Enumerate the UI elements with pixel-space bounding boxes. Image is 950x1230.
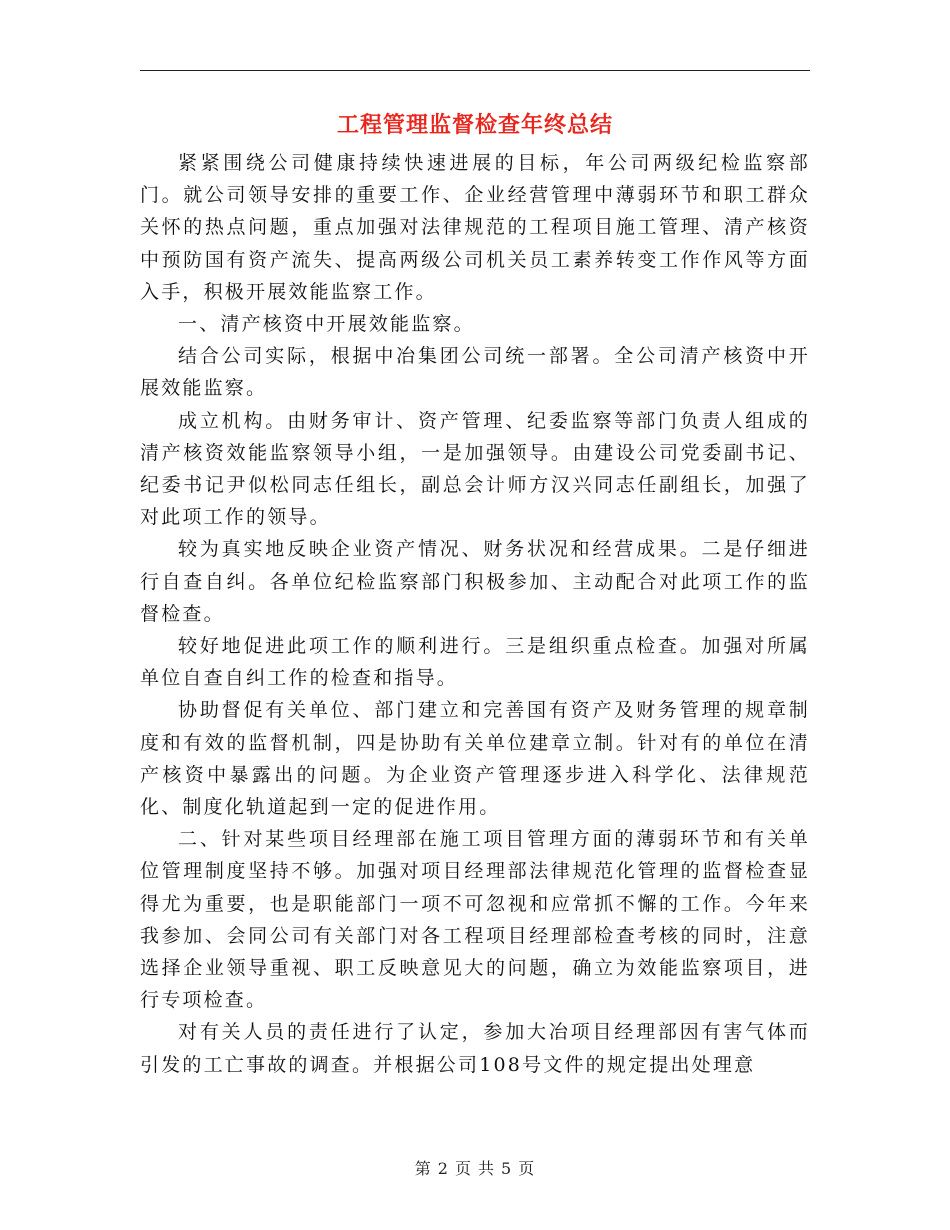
paragraph: 成立机构。由财务审计、资产管理、纪委监察等部门负责人组成的清产核资效能监察领导小组，一是加强领导。由建设公司党委副书记、纪委书记尹似松同志任组长，副总会计师方汉兴同志任副组长，加强了对此项工作的领导。: [140, 409, 810, 529]
section-heading-1: 一、清产核资中开展效能监察。: [178, 313, 475, 336]
section-heading-2: 二、针对某些项目经理部在施工项目管理方面的薄弱环节和有关单位管理制度坚持不够。加强对项目经理部法律规范化管理的监督检查显得尤为重要，也是职能部门一项不可忽视和应常抓不懈的工作。今年来我参加、会同公司有关部门对各工程项目经理部检查考核的同时，注意选择企业领导重视、职工反映意见大的问题，确立为效能监察项目，进行专项检查。: [140, 828, 810, 1012]
footer-label-total: 共: [478, 1159, 496, 1178]
paragraph: 结合公司实际，根据中冶集团公司统一部署。全公司清产核资中开展效能监察。: [140, 345, 810, 400]
footer-total-pages: 5: [501, 1159, 513, 1178]
document-title: 工程管理监督检查年终总结: [336, 112, 613, 138]
footer-label-unit: 页: [454, 1159, 472, 1178]
paragraph: 较好地促进此项工作的顺利进行。三是组织重点检查。加强对所属单位自查自纠工作的检查和指导。: [140, 635, 810, 690]
paragraph: 较为真实地反映企业资产情况、财务状况和经营成果。二是仔细进行自查自纠。各单位纪检监察部门积极参加、主动配合对此项工作的监督检查。: [140, 538, 810, 625]
footer-label-unit-end: 页: [518, 1159, 536, 1178]
page-footer: [140, 1156, 810, 1179]
paragraph: 对有关人员的责任进行了认定，参加大冶项目经理部因有害气体而引发的工亡事故的调查。并根据公司108号文件的规定提出处理意: [140, 1021, 810, 1076]
header-rule: [140, 70, 810, 71]
paragraph-intro: 紧紧围绕公司健康持续快速进展的目标，年公司两级纪检监察部门。就公司领导安排的重要工作、企业经营管理中薄弱环节和职工群众关怀的热点问题，重点加强对法律规范的工程项目施工管理、清产核资中预防国有资产流失、提高两级公司机关员工素养转变工作作风等方面入手，积极开展效能监察工作。: [140, 152, 810, 303]
footer-current-page: 2: [437, 1159, 449, 1178]
footer-label-page: 第: [414, 1159, 432, 1178]
paragraph: 协助督促有关单位、部门建立和完善国有资产及财务管理的规章制度和有效的监督机制，四是协助有关单位建章立制。针对有的单位在清产核资中暴露出的问题。为企业资产管理逐步进入科学化、法律规范化、制度化轨道起到一定的促进作用。: [140, 699, 810, 819]
document-body: [140, 147, 810, 1081]
